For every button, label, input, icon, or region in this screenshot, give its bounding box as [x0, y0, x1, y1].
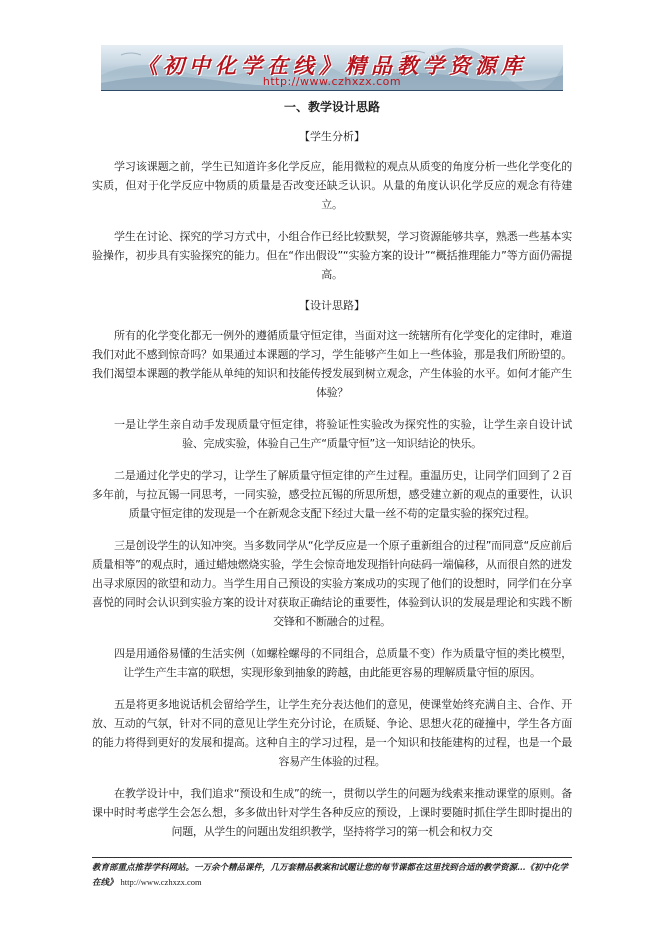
- paragraph: 五是将更多地说话机会留给学生，让学生充分表达他们的意见，使课堂始终充满自主、合作、开放、互动的气氛，针对不同的意见让学生充分讨论，在质疑、争论、思想火花的碰撞中，学生各方面的能力将得到更好的发展和提高。这种自主的学习过程，是一个知识和技能建构的过程，也是一个最容易产生体验的过程。: [92, 698, 572, 768]
- banner-title: 《初中化学在线》精品教学资源库: [137, 53, 527, 78]
- page-heading: 一、教学设计思路: [283, 100, 380, 114]
- footer-text: 教育部重点推荐学科网站。一万余个精品课件，几万套精品教案和试题让您的每节课都在这里找到合适的教学资源…《初中化学在线》: [92, 863, 569, 888]
- section-title-student-analysis: 【学生分析】: [299, 130, 365, 143]
- paragraph: 学习该课题之前，学生已知道许多化学反应，能用微粒的观点从质变的角度分析一些化学变化的实质，但对于化学反应中物质的质量是否改变还缺乏认识。从量的角度认识化学反应的观念有待建立。: [92, 160, 572, 211]
- paragraph: 二是通过化学史的学习，让学生了解质量守恒定律的产生过程。重温历史，让同学们回到了２百多年前，与拉瓦锡一同思考，一同实验，感受拉瓦锡的所思所想，感受建立新的观点的重要性，认识质量守恒定律的发现是一个在新观念支配下经过大量一丝不苟的定量实验的探究过程。: [92, 469, 572, 520]
- footer-url-link[interactable]: http://www.czhxzx.com: [120, 877, 202, 887]
- section-title-design: 【设计思路】: [299, 299, 365, 312]
- paragraph: 一是让学生亲自动手发现质量守恒定律，将验证性实验改为探究性的实验，让学生亲自设计试验、完成实验，体验自己生产“质量守恒”这一知识结论的快乐。: [114, 418, 572, 450]
- document-body: [92, 97, 572, 854]
- paragraph: 在教学设计中，我们追求“预设和生成”的统一，贯彻以学生的问题为线索来推动课堂的原则。备课中时时考虑学生会怎么想，多多做出针对学生各种反应的预设，上课时要随时抓住学生即时提出的问题，从学生的问题出发组织教学，坚持将学习的第一机会和权力交: [92, 787, 572, 838]
- paragraph: 三是创设学生的认知冲突。当多数同学从“化学反应是一个原子重新组合的过程”而同意“反应前后质量相等”的观点时，通过蜡烛燃烧实验，学生会惊奇地发现指针向砝码一端偏移，从而很自然的迸发出寻求原因的欲望和动力。当学生用自己预设的实验方案成功的实现了他们的设想时，同学们在分享喜悦的同时会认识到实验方案的设计对获取正确结论的重要性，体验到认识的发展是理论和实践不断交锋和不断融合的过程。: [92, 539, 572, 628]
- header-banner: [101, 45, 563, 91]
- paragraph: 学生在讨论、探究的学习方式中，小组合作已经比较默契，学习资源能够共享，熟悉一些基本实验操作，初步具有实验探究的能力。但在“作出假设”“实验方案的设计”“概括推理能力”等方面仍需提高。: [92, 230, 572, 281]
- paragraph: 所有的化学变化都无一例外的遵循质量守恒定律，当面对这一统辖所有化学变化的定律时，难道我们对此不感到惊奇吗？如果通过本课题的学习，学生能够产生如上一些体验，那是我们所盼望的。我们渴望本课题的教学能从单纯的知识和技能传授发展到树立观念，产生体验的水平。如何才能产生体验？: [92, 329, 572, 399]
- page-footer: [92, 857, 572, 890]
- banner-url-link[interactable]: http://www.czhxzx.com: [262, 75, 402, 88]
- paragraph: 四是用通俗易懂的生活实例（如螺栓螺母的不同组合，总质量不变）作为质量守恒的类比模型，让学生产生丰富的联想，实现形象到抽象的跨越，由此能更容易的理解质量守恒的原因。: [114, 647, 572, 679]
